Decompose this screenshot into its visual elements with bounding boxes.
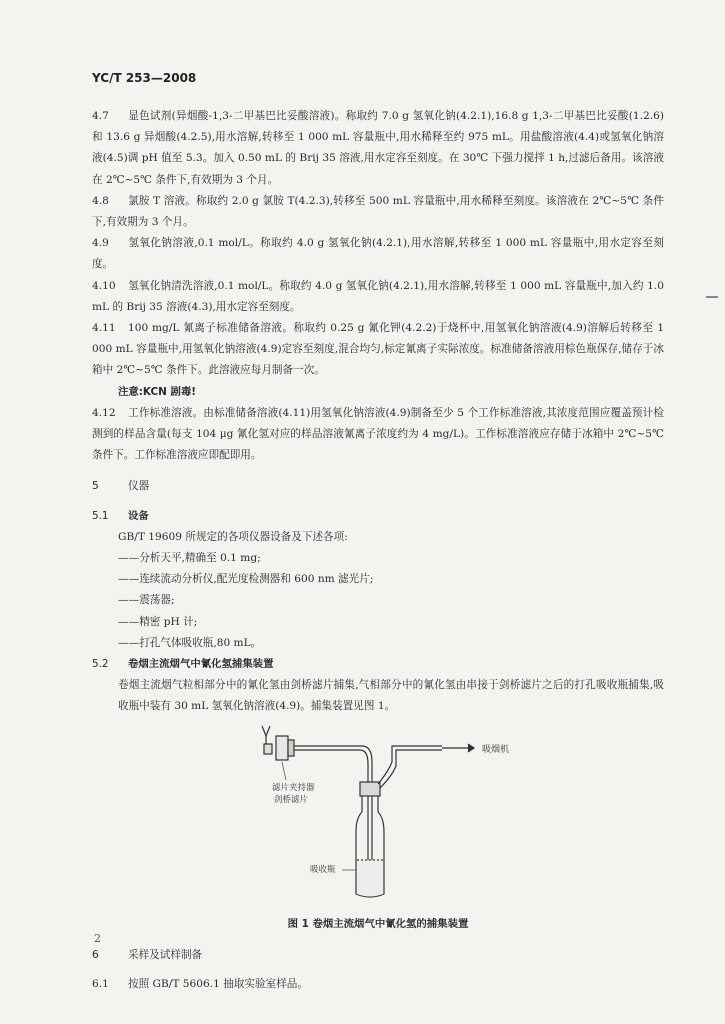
clause-number: 4.9 — [92, 237, 109, 250]
equipment-intro: GB/T 19609 所规定的各项仪器设备及下述各项: — [118, 530, 348, 543]
label-absorption-bottle: 吸收瓶 — [310, 864, 336, 875]
figure-caption: 图 1 卷烟主流烟气中氰化氢的捕集装置 — [287, 917, 469, 930]
clause-6-1 — [92, 974, 664, 995]
apparatus-figure — [92, 722, 664, 912]
label-filter-holder: 滤片夹持器 — [272, 782, 315, 793]
page-number: 2 — [94, 932, 101, 945]
clause-number: 4.12 — [92, 406, 116, 419]
clause-text: 氢氧化钠清洗溶液,0.1 mol/L。称取约 4.0 g 氢氧化钠(4.2.1),用水溶解,转移至 1 000 mL 容量瓶中,加入约 1.0 mL 的 Brij 35 溶液(4.3),用水定容至刻度。 — [92, 279, 664, 313]
section-title: 卷烟主流烟气中氰化氢捕集装置 — [128, 658, 274, 671]
clause-number: 4.10 — [92, 279, 116, 292]
subsection-5-1-heading — [92, 506, 664, 527]
clause-text: 氯胺 T 溶液。称取约 2.0 g 氯胺 T(4.2.3),转移至 500 mL 容量瓶中,用水稀释至刻度。该溶液在 2℃~5℃ 条件下,有效期为 3 个月。 — [92, 194, 664, 229]
subsection-5-2-heading — [92, 654, 664, 675]
apparatus-diagram — [242, 722, 542, 910]
clause-text: 100 mg/L 氰离子标准储备溶液。称取约 0.25 g 氰化钾(4.2.2)于烧杯中,用氢氧化钠溶液(4.9)溶解后转移至 1 000 mL 容量瓶中,用氢氧化钠溶液(4.9)定容至刻度,混合均匀,标定氰离子实际浓度。标准储备溶液用棕色瓶保存,储存于冰箱中 2℃~5℃ 条件下。此溶液应每月制备一次。 — [92, 322, 664, 377]
equipment-item: ——精密 pH 计; — [118, 615, 198, 628]
standard-code-header: YC/T 253—2008 — [92, 71, 197, 85]
clause-number: 6.1 — [92, 978, 109, 991]
margin-mark — [706, 296, 718, 298]
clause-text: 按照 GB/T 5606.1 抽取实验室样品。 — [128, 978, 308, 991]
equipment-item: ——分析天平,精确至 0.1 mg; — [118, 552, 261, 565]
clause-4-9 — [92, 233, 664, 275]
clause-text: 氢氧化钠溶液,0.1 mol/L。称取约 4.0 g 氢氧化钠(4.2.1),用水溶解,转移至 1 000 mL 容量瓶中,用水定容至刻度。 — [92, 237, 664, 271]
clause-number: 4.7 — [92, 110, 109, 122]
section-number: 6 — [92, 948, 99, 961]
safety-note: 注意:KCN 剧毒! — [118, 385, 196, 398]
equipment-item: ——震荡器; — [118, 594, 175, 607]
document-body — [92, 106, 664, 995]
clause-4-11 — [92, 318, 664, 382]
section-number: 5.1 — [92, 509, 109, 522]
clause-4-12 — [92, 403, 664, 467]
section-5-heading — [92, 476, 664, 497]
clause-4-8 — [92, 191, 664, 233]
section-title: 采样及试样制备 — [128, 948, 203, 961]
section-number: 5 — [92, 480, 99, 493]
section-title: 仪器 — [128, 480, 150, 493]
clause-text: 显色试剂(异烟酸-1,3-二甲基巴比妥酸溶液)。称取约 7.0 g 氢氧化钠(4.2.1),16.8 g 1,3-二甲基巴比妥酸(1.2.6)和 13.6 g 异烟酸(4.2.5),用水溶解,转移至 1 000 mL 容量瓶中,用水稀释至约 975 mL。用盐酸溶液(4.4)或氢氧化钠溶液(4.5)调 pH 值至 5.3。加入 0.50 mL 的 Brij 35 溶液,用水定容至刻度。在 30℃ 下强力搅拌 1 h,过滤后备用。该溶液在 2℃~5℃ 条件下,有效期为 3 个月。 — [92, 110, 664, 186]
section-title: 设备 — [128, 509, 149, 522]
clause-4-10 — [92, 276, 664, 318]
label-cambridge-filter: 剑桥滤片 — [274, 794, 309, 805]
clause-number: 4.8 — [92, 194, 109, 207]
clause-text: 工作标准溶液。由标准储备溶液(4.11)用氢氧化钠溶液(4.9)制备至少 5 个工作标准溶液,其浓度范围应覆盖预计检测到的样品含量(每支 104 μg 氰化氢对应的样品溶液氰离子浓度约为 4 mg/L)。工作标准溶液应存储于冰箱中 2℃~5℃ 条件下。工作标准溶液应即配即用。 — [92, 406, 664, 462]
section-6-heading — [92, 945, 664, 966]
apparatus-description: 卷烟主流烟气粒相部分中的氰化氢由剑桥滤片捕集,气相部分中的氰化氢由串接于剑桥滤片之后的打孔吸收瓶捕集,吸收瓶中装有 30 mL 氢氧化钠溶液(4.9)。捕集装置见图 1。 — [118, 679, 664, 713]
clause-4-7 — [92, 106, 664, 191]
clamp-icon — [262, 726, 270, 736]
label-smoking-machine: 吸烟机 — [482, 744, 510, 755]
equipment-item: ——连续流动分析仪,配光度检测器和 600 nm 滤光片; — [118, 573, 374, 586]
clause-number: 4.11 — [92, 322, 116, 335]
section-number: 5.2 — [92, 658, 109, 671]
equipment-item: ——打孔气体吸收瓶,80 mL。 — [118, 636, 262, 649]
